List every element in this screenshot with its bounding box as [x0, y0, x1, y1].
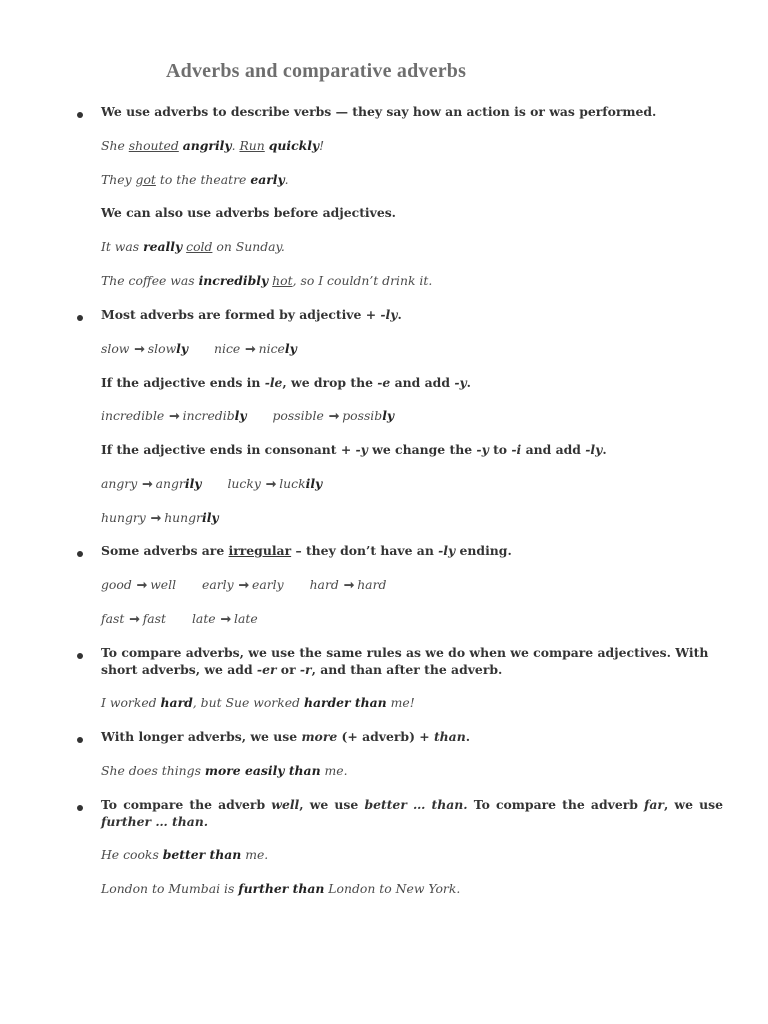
arrow-icon: ➞: [142, 476, 153, 491]
rule-compare-short-adverbs: To compare adverbs, we use the same rules as we do when we compare adjectives. With short adverbs, we add -er or -r, and than after the adverb.: [101, 645, 709, 677]
example-irregular-fast-late: fast ➞ fast late ➞ late: [101, 611, 258, 626]
bullet-dot: [77, 805, 83, 811]
example-incredibly-hot: The coffee was incredibly hot, so I couldn’t drink it.: [101, 273, 433, 288]
page-title: Adverbs and comparative adverbs: [166, 60, 467, 82]
example-further-than: London to Mumbai is further than London to New York.: [101, 881, 461, 896]
arrow-icon: ➞: [343, 577, 355, 592]
arrow-icon: ➞: [238, 577, 250, 592]
example-more-easily-than: She does things more easily than me.: [101, 763, 348, 778]
bullet-dot: [77, 653, 83, 659]
rule-well-far: To compare the adverb well, we use better … than. To compare the adverb far, we use further … than.: [101, 797, 723, 829]
arrow-icon: ➞: [136, 577, 148, 592]
rule-ends-in-le: If the adjective ends in -le, we drop the -e and add -y.: [101, 375, 471, 390]
arrow-icon: ➞: [150, 510, 162, 525]
arrow-icon: ➞: [134, 341, 145, 356]
example-really-cold: It was really cold on Sunday.: [101, 239, 285, 254]
rule-adverbs-before-adjectives: We can also use adverbs before adjectives.: [101, 205, 396, 220]
bullet-dot: [77, 112, 83, 118]
example-pairs-incredible-possible: incredible ➞ incredibly possible ➞ possibly: [101, 408, 395, 423]
example-shouted-angrily: She shouted angrily. Run quickly!: [101, 138, 325, 153]
example-harder-than: I worked hard, but Sue worked harder than me!: [101, 695, 415, 710]
arrow-icon: ➞: [169, 408, 180, 423]
example-got-early: They got to the theatre early.: [101, 172, 289, 187]
arrow-icon: ➞: [245, 341, 256, 356]
example-pair-hungry: hungry ➞ hungrily: [101, 510, 219, 525]
example-pairs-angry-lucky: angry ➞ angrily lucky ➞ luckily: [101, 476, 323, 491]
arrow-icon: ➞: [328, 408, 340, 423]
arrow-icon: ➞: [265, 476, 277, 491]
rule-adjective-plus-ly: Most adverbs are formed by adjective + -ly.: [101, 307, 402, 322]
arrow-icon: ➞: [220, 611, 232, 626]
example-irregular-good-early-hard: good ➞ well early ➞ early hard ➞ hard: [101, 577, 387, 592]
rule-consonant-plus-y: If the adjective ends in consonant + -y we change the -y to -i and add -ly.: [101, 442, 607, 457]
bullet-dot: [77, 551, 83, 557]
arrow-icon: ➞: [129, 611, 140, 626]
bullet-dot: [77, 315, 83, 321]
example-better-than: He cooks better than me.: [101, 847, 269, 862]
bullet-dot: [77, 737, 83, 743]
rule-longer-adverbs: With longer adverbs, we use more (+ adverb) + than.: [101, 729, 471, 744]
rule-irregular-adverbs: Some adverbs are irregular – they don’t have an -ly ending.: [101, 543, 512, 558]
rule-adverbs-describe-verbs: We use adverbs to describe verbs — they say how an action is or was performed.: [101, 104, 657, 119]
example-pairs-slow-nice: slow ➞ slowly nice ➞ nicely: [101, 341, 297, 356]
